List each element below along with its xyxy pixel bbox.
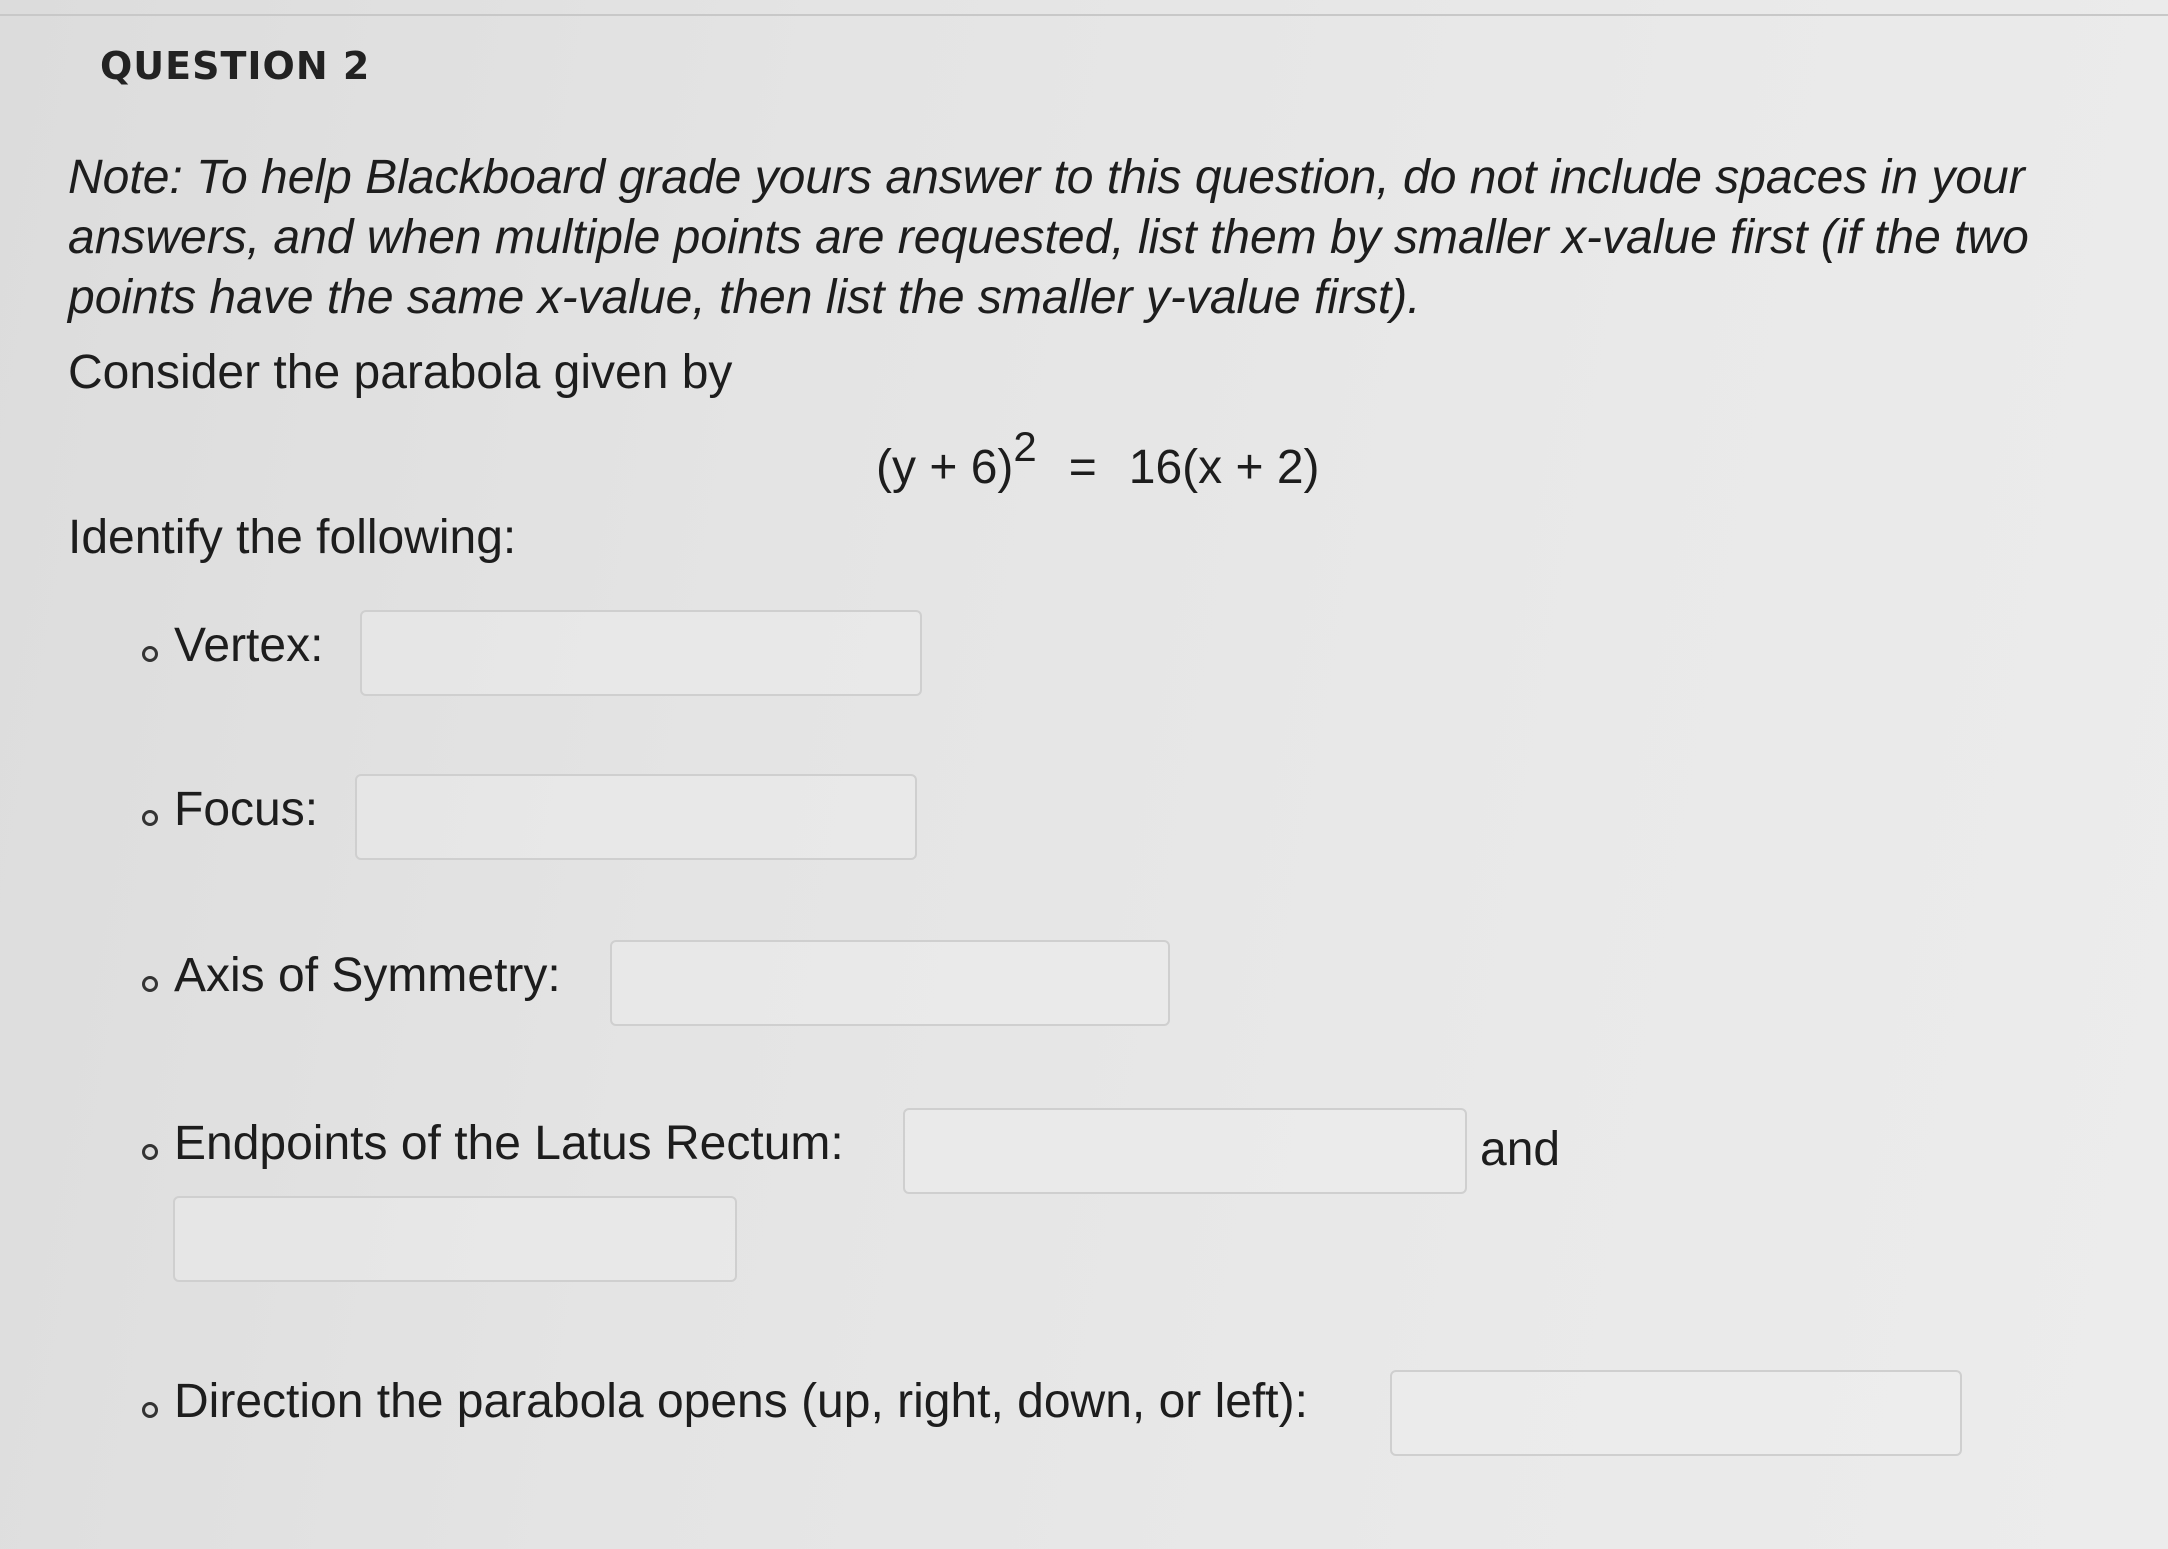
vertex-label: Vertex: xyxy=(174,619,324,672)
bullet-circle-icon xyxy=(142,646,158,662)
equation-left: (y + 6) xyxy=(876,441,1014,494)
parabola-equation xyxy=(876,423,1320,495)
grading-note: Note: To help Blackboard grade yours answer to this question, do not include spaces in your answers, and when multiple points are requested, list them by smaller x-value first (if the two points have the same x-value, then list the smaller y-value first). xyxy=(68,151,2029,324)
latus-endpoint-2-input[interactable] xyxy=(173,1196,737,1282)
bullet-circle-icon xyxy=(142,976,158,992)
latus-label: Endpoints of the Latus Rectum: xyxy=(174,1117,844,1170)
bullet-circle-icon xyxy=(142,810,158,826)
equation-right: 16(x + 2) xyxy=(1128,441,1320,494)
equation-exponent: 2 xyxy=(1013,423,1037,470)
bullet-circle-icon xyxy=(142,1402,158,1418)
top-divider xyxy=(0,14,2168,16)
direction-input[interactable] xyxy=(1390,1370,1962,1456)
focus-input[interactable] xyxy=(355,774,917,860)
focus-label: Focus: xyxy=(174,783,319,836)
axis-label: Axis of Symmetry: xyxy=(174,949,561,1002)
direction-label: Direction the parabola opens (up, right, down, or left): xyxy=(174,1375,1308,1428)
axis-input[interactable] xyxy=(610,940,1170,1026)
bullet-circle-icon xyxy=(142,1144,158,1160)
identify-prompt: Identify the following: xyxy=(68,511,517,564)
question-intro: Consider the parabola given by xyxy=(68,346,733,399)
equation-equals: = xyxy=(1068,441,1097,494)
question-header: QUESTION 2 xyxy=(100,44,371,88)
latus-endpoint-1-input[interactable] xyxy=(903,1108,1467,1194)
latus-and-label: and xyxy=(1480,1123,1561,1176)
vertex-input[interactable] xyxy=(360,610,922,696)
